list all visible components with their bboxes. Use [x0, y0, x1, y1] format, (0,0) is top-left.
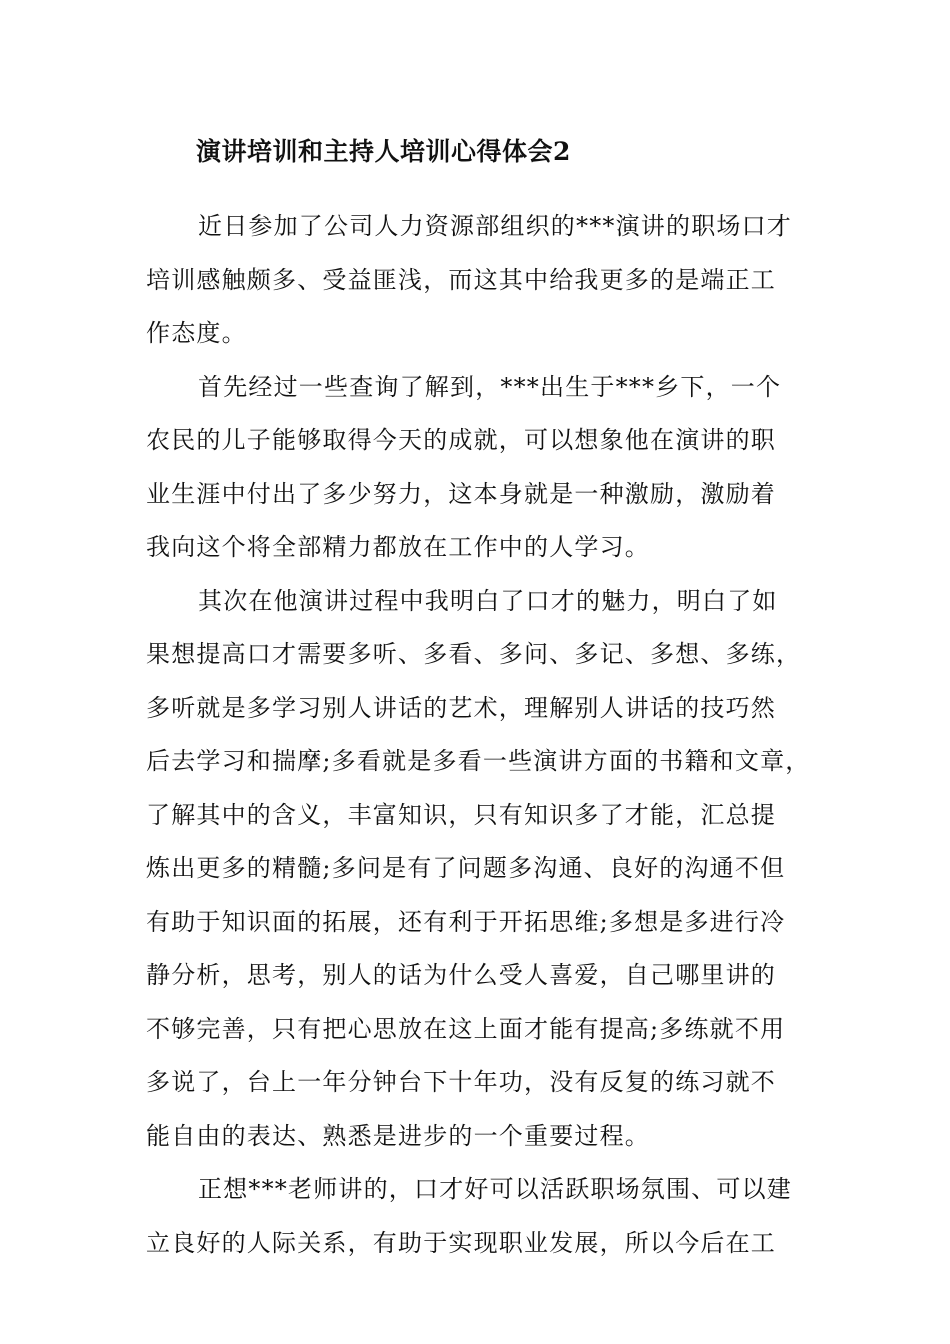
text-line: 正想***老师讲的，口才好可以活跃职场氛围、可以建: [198, 1175, 792, 1203]
text-line: 首先经过一些查询了解到，***出生于***乡下，一个: [198, 372, 782, 401]
text-line: 作态度。: [146, 319, 247, 347]
text-line: 炼出更多的精髓;多问是有了问题多沟通、良好的沟通不但: [146, 854, 786, 882]
text-line: 后去学习和揣摩;多看就是多看一些演讲方面的书籍和文章，: [146, 747, 811, 775]
text-line: 我向这个将全部精力都放在工作中的人学习。: [146, 533, 650, 561]
text-line: 立良好的人际关系，有助于实现职业发展，所以今后在工: [146, 1228, 776, 1257]
text-line: 静分析，思考，别人的话为什么受人喜爱，自己哪里讲的: [146, 961, 776, 989]
text-line: 了解其中的含义，丰富知识，只有知识多了才能，汇总提: [146, 800, 776, 829]
text-line: 能自由的表达、熟悉是进步的一个重要过程。: [146, 1121, 650, 1150]
document-title: 演讲培训和主持人培训心得体会2: [196, 137, 571, 166]
text-line: 果想提高口才需要多听、多看、多问、多记、多想、多练，: [146, 640, 802, 668]
text-line: 近日参加了公司人力资源部组织的***演讲的职场口才: [198, 212, 792, 240]
text-line: 农民的儿子能够取得今天的成就，可以想象他在演讲的职: [146, 426, 776, 454]
paragraph-3: [146, 581, 826, 1170]
text-line: 多听就是多学习别人讲话的艺术，理解别人讲话的技巧然: [146, 693, 776, 722]
text-line: 不够完善，只有把心思放在这上面才能有提高;多练就不用: [146, 1014, 786, 1043]
paragraph-1: [146, 206, 826, 367]
text-line: 业生涯中付出了多少努力，这本身就是一种激励，激励着: [146, 479, 776, 508]
text-line: 多说了，台上一年分钟台下十年功，没有反复的练习就不: [146, 1068, 776, 1096]
document-body: [146, 206, 826, 1276]
text-line: 有助于知识面的拓展，还有利于开拓思维;多想是多进行冷: [146, 907, 786, 936]
text-line: 其次在他演讲过程中我明白了口才的魅力，明白了如: [198, 586, 778, 615]
paragraph-4: [146, 1169, 826, 1276]
paragraph-2: [146, 367, 826, 581]
text-line: 培训感触颇多、受益匪浅，而这其中给我更多的是端正工: [146, 265, 776, 294]
